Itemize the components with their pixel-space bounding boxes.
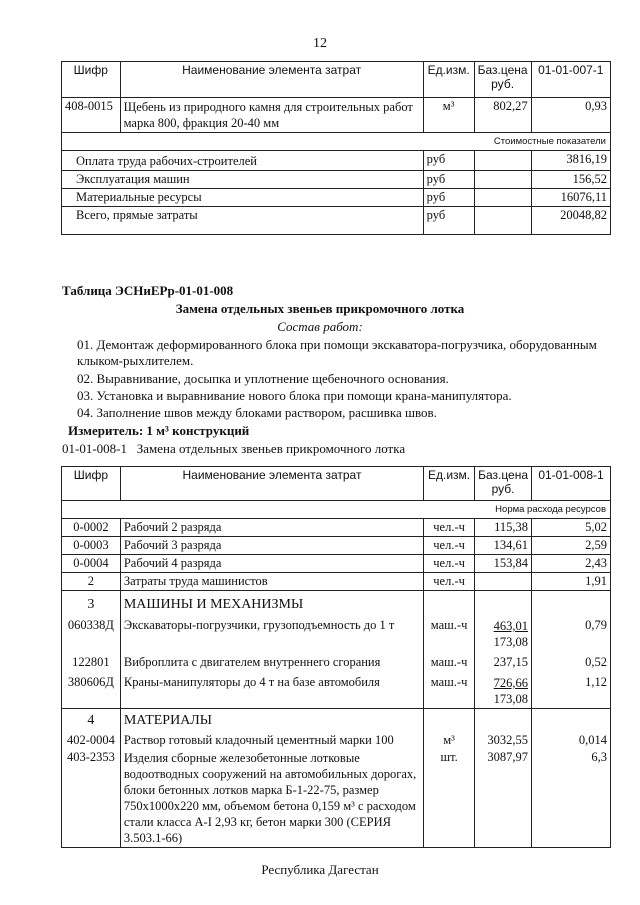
total-unit: руб [423, 151, 474, 171]
section-heading: Замена отдельных звеньев прикромочного лотка [175, 301, 465, 316]
total-unit: руб [423, 207, 474, 235]
row-value: 5,02 [532, 519, 611, 537]
table-row [62, 573, 611, 591]
work-item: 03. Установка и выравнивание нового блока при помощи крана-манипулятора. [77, 388, 512, 403]
col-norm-header: 01-01-007-1 [531, 62, 610, 98]
row-code: 380606Д [62, 671, 121, 709]
col-name-header: Наименование элемента затрат [120, 62, 423, 98]
total-value: 16076,11 [531, 189, 610, 207]
row-value: 0,014 [532, 730, 611, 749]
col-price-header: Баз.цена руб. [474, 62, 531, 98]
row-price: 115,38 [475, 519, 532, 537]
price-operator: 173,08 [493, 635, 529, 649]
row-unit: маш.-ч [424, 614, 475, 651]
row-price: 134,61 [475, 537, 532, 555]
table-row [62, 749, 611, 848]
total-label: Оплата труда рабочих-строителей [62, 151, 424, 171]
section-name: МАТЕРИАЛЫ [120, 709, 423, 731]
work-item: 02. Выравнивание, досыпка и уплотнение щебеночного основания. [77, 371, 449, 386]
row-price: 237,15 [475, 651, 532, 671]
item-line: 01-01-008-1 Замена отдельных звеньев прикромочного лотка [62, 441, 406, 456]
col-price-header: Баз.цена руб. [475, 467, 532, 501]
resource-table-008 [61, 466, 611, 848]
row-unit: шт. [424, 749, 475, 848]
col-unit-header: Ед.изм. [424, 467, 475, 501]
page-number: 12 [313, 36, 327, 51]
table-subheader: Стоимостные показатели [62, 133, 611, 151]
row-price: 802,27 [474, 98, 531, 133]
section-row-materials [62, 709, 611, 731]
col-unit-header: Ед.изм. [423, 62, 474, 98]
row-value: 6,3 [532, 749, 611, 848]
row-unit: чел.-ч [424, 573, 475, 591]
table-row [62, 614, 611, 651]
row-unit: чел.-ч [424, 537, 475, 555]
table-row [62, 537, 611, 555]
row-code: 0-0004 [62, 555, 121, 573]
row-name: Рабочий 2 разряда [120, 519, 423, 537]
row-name: Изделия сборные железобетонные лотковые водоотводных сооружений на автомобильных дорогах, блоки бетонных лотков марка Б-1-22-75, размер 750x1000x220 мм, объемом бетона 0,159 м³ с расходом стали класса А-I 2,93 кг, бетон марки 300 (СЕРИЯ 3.503.1-66) [120, 749, 423, 848]
row-price [475, 614, 532, 651]
work-item: 01. Демонтаж деформированного блока при помощи экскаватора-погрузчика, оборудованным клыком-рыхлителем. [77, 337, 597, 368]
row-code: 2 [62, 573, 121, 591]
section-row-machines [62, 591, 611, 615]
total-value: 20048,82 [531, 207, 610, 235]
row-value: 1,91 [532, 573, 611, 591]
row-value: 0,93 [531, 98, 610, 133]
table-title: Таблица ЭСНиЕРр-01-01-008 [62, 283, 234, 298]
total-unit: руб [423, 171, 474, 189]
section-code: 3 [62, 591, 121, 615]
row-unit: м³ [423, 98, 474, 133]
row-price: 3087,97 [475, 749, 532, 848]
row-name: Раствор готовый кладочный цементный марки 100 [120, 730, 423, 749]
section-name: МАШИНЫ И МЕХАНИЗМЫ [120, 591, 423, 615]
row-unit: маш.-ч [424, 651, 475, 671]
row-value: 2,59 [532, 537, 611, 555]
table-row [62, 671, 611, 709]
row-unit: маш.-ч [424, 671, 475, 709]
row-code: 403-2353 [62, 749, 121, 848]
row-value: 0,52 [532, 651, 611, 671]
row-value: 0,79 [532, 614, 611, 651]
meter-line: Измеритель: 1 м³ конструкций [68, 423, 250, 438]
row-name: Рабочий 4 разряда [120, 555, 423, 573]
row-name: Экскаваторы-погрузчики, грузоподъемность до 1 т [120, 614, 423, 651]
row-value: 2,43 [532, 555, 611, 573]
work-item: 04. Заполнение швов между блоками раствором, расшивка швов. [77, 405, 437, 420]
table-subheader: Норма расхода ресурсов [120, 501, 610, 519]
table-row [62, 98, 611, 133]
total-label: Всего, прямые затраты [62, 207, 424, 235]
price-main: 463,01 [493, 619, 529, 633]
table-row [62, 730, 611, 749]
row-price: 153,84 [475, 555, 532, 573]
row-name: Виброплита с двигателем внутреннего сгорания [120, 651, 423, 671]
row-code: 0-0002 [62, 519, 121, 537]
col-name-header: Наименование элемента затрат [120, 467, 423, 501]
table-row [62, 555, 611, 573]
total-value: 156,52 [531, 171, 610, 189]
row-value: 1,12 [532, 671, 611, 709]
col-code-header: Шифр [62, 62, 121, 98]
row-price: 3032,55 [475, 730, 532, 749]
total-label: Эксплуатация машин [62, 171, 424, 189]
page-footer: Республика Дагестан [261, 862, 379, 877]
total-label: Материальные ресурсы [62, 189, 424, 207]
row-unit: чел.-ч [424, 519, 475, 537]
row-code: 0-0003 [62, 537, 121, 555]
row-unit: чел.-ч [424, 555, 475, 573]
works-title: Состав работ: [277, 319, 363, 334]
table-row [62, 519, 611, 537]
section-code: 4 [62, 709, 121, 731]
row-name: Рабочий 3 разряда [120, 537, 423, 555]
row-name: Затраты труда машинистов [120, 573, 423, 591]
price-main: 726,66 [493, 676, 529, 690]
total-unit: руб [423, 189, 474, 207]
row-unit: м³ [424, 730, 475, 749]
row-code: 402-0004 [62, 730, 121, 749]
total-value: 3816,19 [531, 151, 610, 171]
row-name: Щебень из природного камня для строительных работ марка 800, фракция 20-40 мм [120, 98, 423, 133]
row-price [475, 671, 532, 709]
cost-table-007 [61, 61, 611, 235]
price-operator: 173,08 [493, 692, 529, 706]
row-code: 408-0015 [62, 98, 121, 133]
col-code-header: Шифр [62, 467, 121, 501]
row-code: 122801 [62, 651, 121, 671]
table-row [62, 651, 611, 671]
row-code: 060338Д [62, 614, 121, 651]
row-name: Краны-манипуляторы до 4 т на базе автомобиля [120, 671, 423, 709]
col-norm-header: 01-01-008-1 [532, 467, 611, 501]
